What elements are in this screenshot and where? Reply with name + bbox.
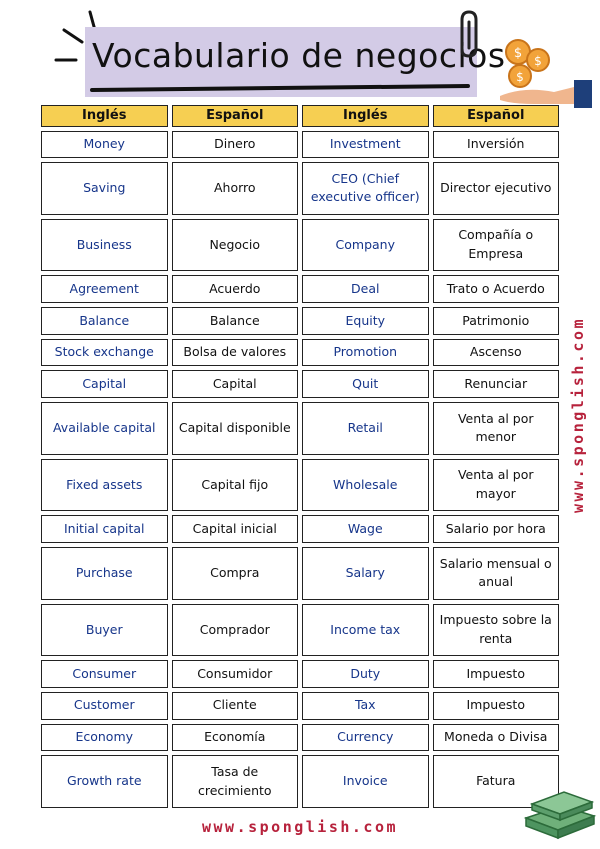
spanish-term: Impuesto — [433, 660, 560, 688]
spanish-term: Fatura — [433, 755, 560, 808]
page-title: Vocabulario de negocios — [92, 36, 506, 75]
english-term: Customer — [41, 692, 168, 720]
english-term: Business — [41, 219, 168, 272]
english-term: Purchase — [41, 547, 168, 600]
svg-text:$: $ — [534, 54, 542, 68]
spanish-term: Cliente — [172, 692, 299, 720]
table-row — [41, 307, 559, 335]
table-row — [41, 275, 559, 303]
table-row — [41, 459, 559, 512]
english-term: Quit — [302, 370, 429, 398]
spanish-term: Ahorro — [172, 162, 299, 215]
english-term: Equity — [302, 307, 429, 335]
english-term: Wholesale — [302, 459, 429, 512]
side-website-url: www.sponglish.com — [569, 316, 587, 514]
english-term: Currency — [302, 724, 429, 752]
english-term: Consumer — [41, 660, 168, 688]
table-row — [41, 515, 559, 543]
english-term: Invoice — [302, 755, 429, 808]
money-stack-icon — [522, 784, 598, 842]
column-header: Inglés — [41, 105, 168, 127]
spanish-term: Moneda o Divisa — [433, 724, 560, 752]
english-term: Economy — [41, 724, 168, 752]
english-term: Salary — [302, 547, 429, 600]
vocabulary-rows — [41, 131, 559, 809]
english-term: Balance — [41, 307, 168, 335]
spanish-term: Compañía o Empresa — [433, 219, 560, 272]
spanish-term: Director ejecutivo — [433, 162, 560, 215]
english-term: Retail — [302, 402, 429, 455]
column-header: Inglés — [302, 105, 429, 127]
spanish-term: Salario por hora — [433, 515, 560, 543]
vocabulary-table — [37, 101, 563, 812]
spanish-term: Salario mensual o anual — [433, 547, 560, 600]
table-row — [41, 131, 559, 159]
english-term: Growth rate — [41, 755, 168, 808]
english-term: Duty — [302, 660, 429, 688]
english-term: Tax — [302, 692, 429, 720]
spanish-term: Impuesto — [433, 692, 560, 720]
english-term: Stock exchange — [41, 339, 168, 367]
table-row — [41, 692, 559, 720]
spanish-term: Venta al por menor — [433, 402, 560, 455]
paperclip-icon — [452, 8, 486, 60]
spanish-term: Renunciar — [433, 370, 560, 398]
table-row — [41, 604, 559, 657]
english-term: Company — [302, 219, 429, 272]
english-term: Agreement — [41, 275, 168, 303]
spanish-term: Patrimonio — [433, 307, 560, 335]
column-header: Español — [172, 105, 299, 127]
english-term: Income tax — [302, 604, 429, 657]
spanish-term: Tasa de crecimiento — [172, 755, 299, 808]
table-row — [41, 219, 559, 272]
table-row — [41, 724, 559, 752]
table-row — [41, 402, 559, 455]
spanish-term: Balance — [172, 307, 299, 335]
svg-text:$: $ — [516, 70, 524, 84]
spanish-term: Ascenso — [433, 339, 560, 367]
english-term: CEO (Chief executive officer) — [302, 162, 429, 215]
english-term: Buyer — [41, 604, 168, 657]
spanish-term: Capital inicial — [172, 515, 299, 543]
spanish-term: Dinero — [172, 131, 299, 159]
table-row — [41, 339, 559, 367]
spanish-term: Negocio — [172, 219, 299, 272]
spanish-term: Comprador — [172, 604, 299, 657]
spanish-term: Capital — [172, 370, 299, 398]
spanish-term: Capital fijo — [172, 459, 299, 512]
english-term: Initial capital — [41, 515, 168, 543]
spanish-term: Consumidor — [172, 660, 299, 688]
table-row — [41, 162, 559, 215]
spanish-term: Compra — [172, 547, 299, 600]
english-term: Money — [41, 131, 168, 159]
spanish-term: Bolsa de valores — [172, 339, 299, 367]
table-header-row — [41, 105, 559, 127]
bottom-website-url: www.sponglish.com — [201, 818, 399, 836]
column-header: Español — [433, 105, 560, 127]
english-term: Wage — [302, 515, 429, 543]
english-term: Capital — [41, 370, 168, 398]
table-row — [41, 660, 559, 688]
table-row — [41, 755, 559, 808]
spanish-term: Impuesto sobre la renta — [433, 604, 560, 657]
english-term: Saving — [41, 162, 168, 215]
table-row — [41, 547, 559, 600]
english-term: Fixed assets — [41, 459, 168, 512]
spanish-term: Capital disponible — [172, 402, 299, 455]
english-term: Investment — [302, 131, 429, 159]
spanish-term: Venta al por mayor — [433, 459, 560, 512]
spanish-term: Trato o Acuerdo — [433, 275, 560, 303]
svg-text:$: $ — [513, 46, 523, 61]
spanish-term: Economía — [172, 724, 299, 752]
english-term: Available capital — [41, 402, 168, 455]
english-term: Promotion — [302, 339, 429, 367]
table-row — [41, 370, 559, 398]
spanish-term: Inversión — [433, 131, 560, 159]
spanish-term: Acuerdo — [172, 275, 299, 303]
english-term: Deal — [302, 275, 429, 303]
coins-hand-icon — [494, 34, 594, 110]
